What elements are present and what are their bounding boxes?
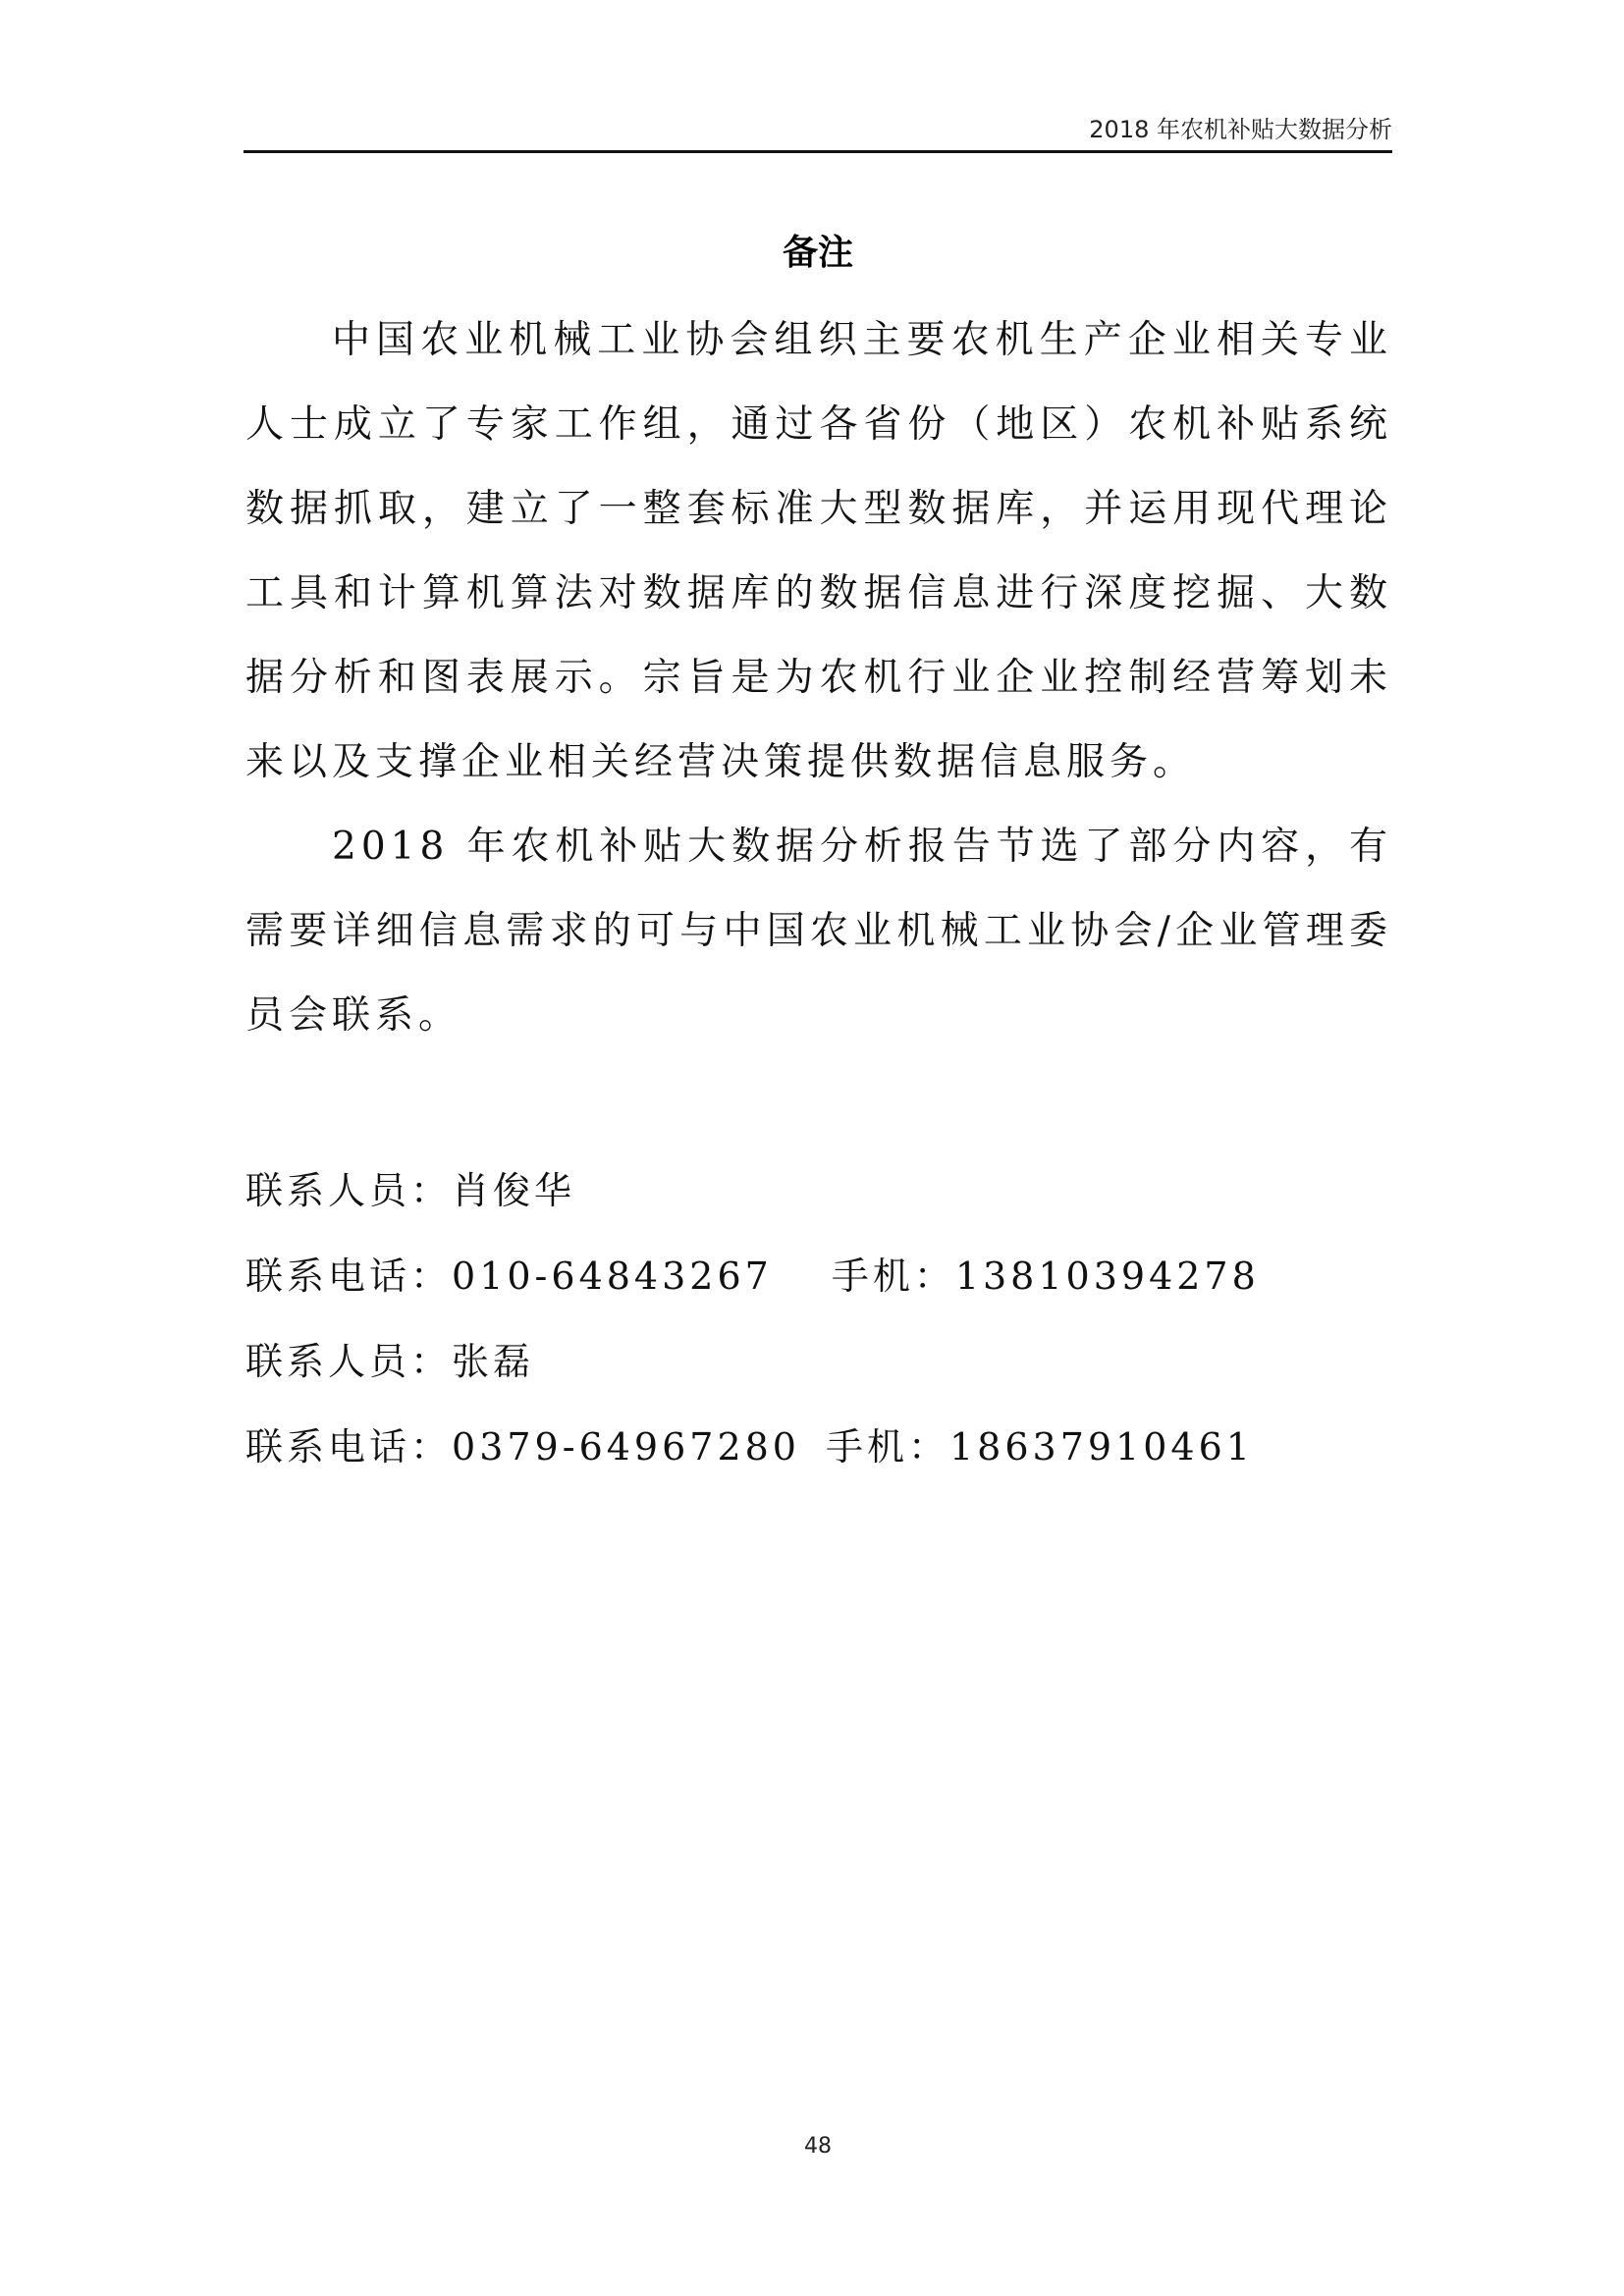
phone-label: 联系电话： xyxy=(245,1255,453,1298)
person-label: 联系人员： xyxy=(245,1340,453,1383)
contact-person-2 xyxy=(245,1319,1392,1405)
body-text xyxy=(245,298,1392,1058)
phone-number: 010-64843267 xyxy=(452,1255,773,1298)
mobile-number: 13810394278 xyxy=(954,1255,1260,1298)
paragraph-contact-note: 2018 年农机补贴大数据分析报告节选了部分内容，有需要详细信息需求的可与中国农业机械工业协会/企业管理委员会联系。 xyxy=(245,825,1392,1038)
section-title: 备注 xyxy=(782,233,853,273)
person-name: 肖俊华 xyxy=(452,1169,576,1212)
person-label: 联系人员： xyxy=(245,1169,453,1212)
contact-phone-2 xyxy=(245,1405,1392,1490)
page-number: 48 xyxy=(804,2134,832,2159)
phone-label: 联系电话： xyxy=(245,1425,453,1468)
mobile-number: 18637910461 xyxy=(949,1425,1254,1468)
mobile-label: 手机： xyxy=(831,1255,955,1298)
header-divider xyxy=(244,150,1392,153)
contact-block xyxy=(245,1148,1392,1490)
contact-phone-1 xyxy=(245,1234,1392,1319)
person-name: 张磊 xyxy=(452,1340,535,1383)
phone-number: 0379-64967280 xyxy=(452,1425,800,1468)
paragraph-intro: 中国农业机械工业协会组织主要农机生产企业相关专业人士成立了专家工作组，通过各省份（地区）农机补贴系统数据抓取，建立了一整套标准大型数据库，并运用现代理论工具和计算机算法对数据库的数据信息进行深度挖掘、大数据分析和图表展示。宗旨是为农机行业企业控制经营筹划未来以及支撑企业相关经营决策提供数据信息服务。 xyxy=(245,318,1392,784)
mobile-label: 手机： xyxy=(825,1425,949,1468)
running-header: 2018 年农机补贴大数据分析 xyxy=(1089,116,1392,143)
contact-person-1 xyxy=(245,1148,1392,1234)
